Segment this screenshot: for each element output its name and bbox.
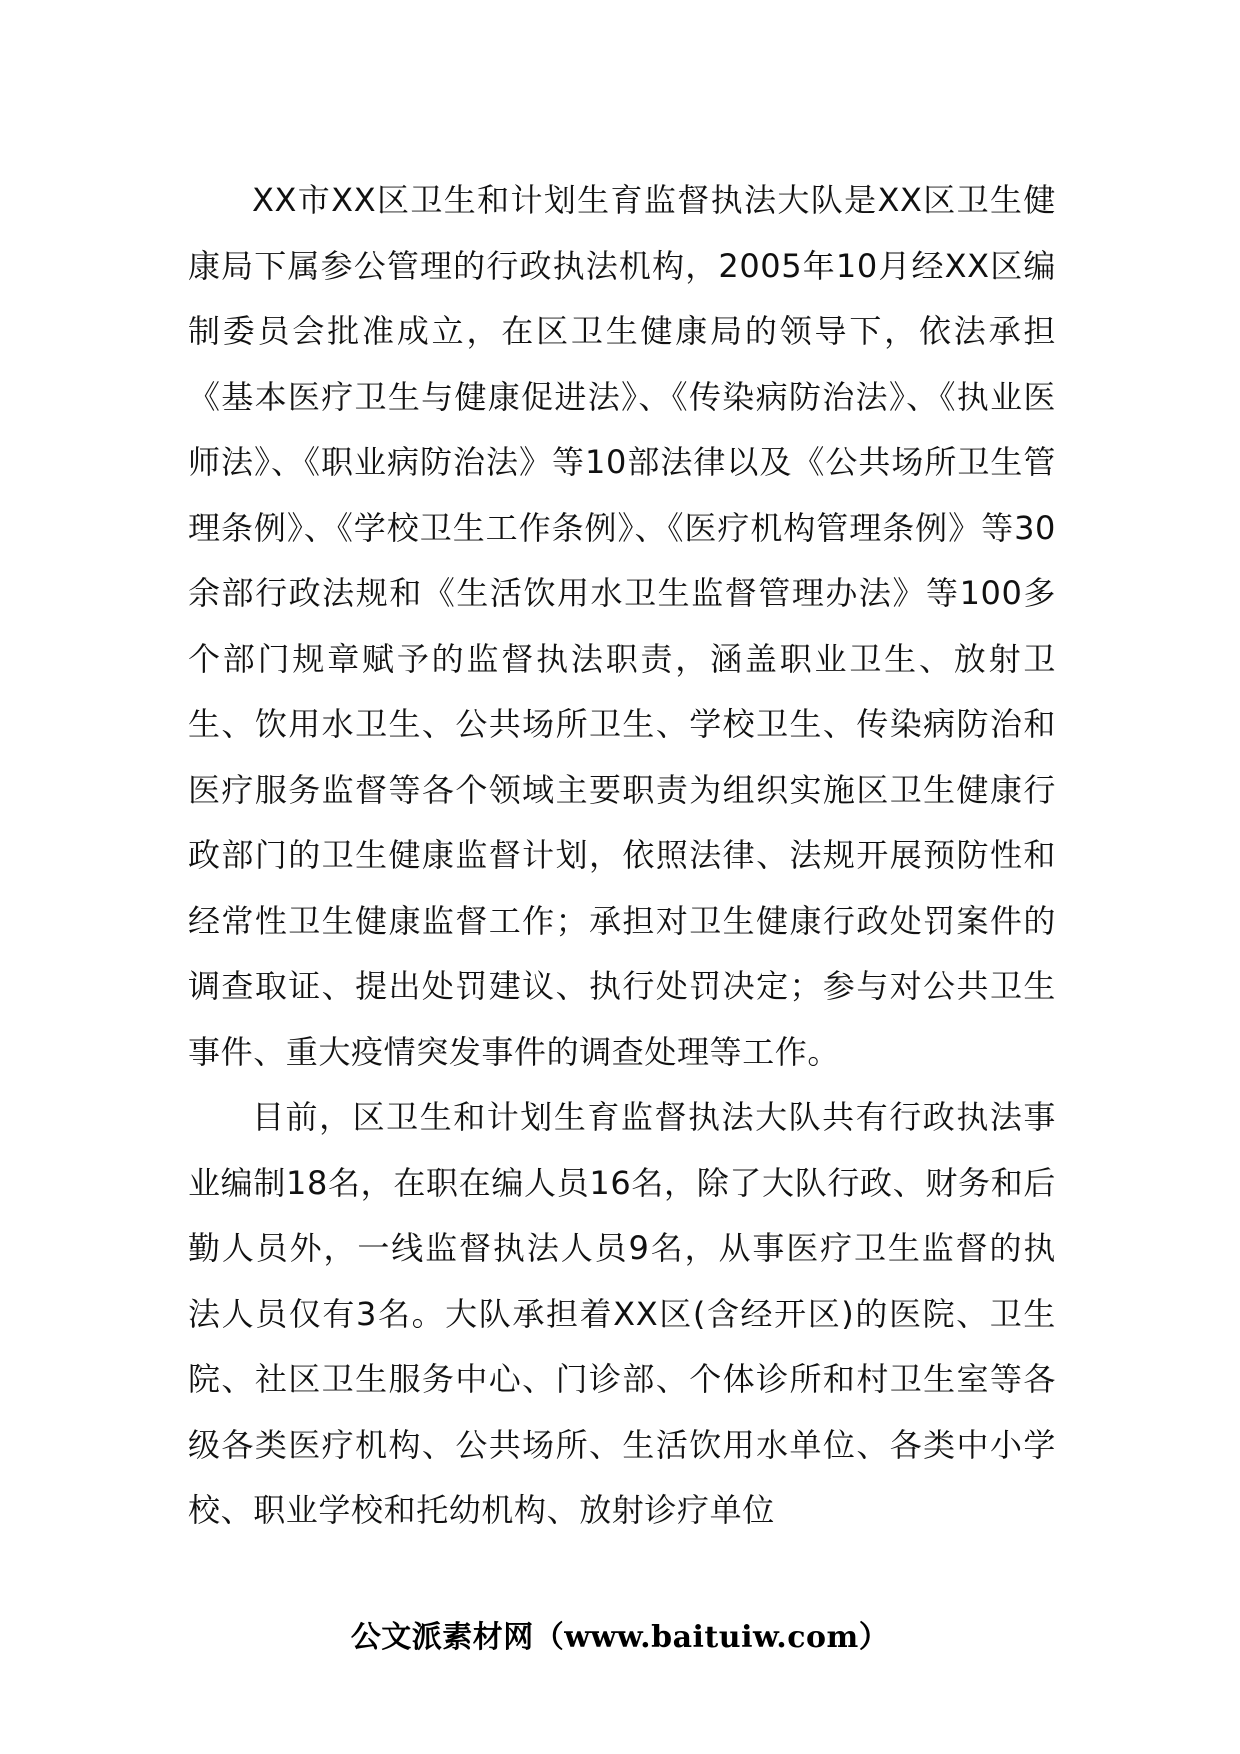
- footer-watermark: 公文派素材网（www.baituiw.com）: [350, 1620, 890, 1655]
- document-body: [188, 168, 1056, 1544]
- paragraph-2: 目前，区卫生和计划生育监督执法大队共有行政执法事业编制18名，在职在编人员16名，除了大队行政、财务和后勤人员外，一线监督执法人员9名，从事医疗卫生监督的执法人员仅有3名。大队承担着XX区(含经开区)的医院、卫生院、社区卫生服务中心、门诊部、个体诊所和村卫生室等各级各类医疗机构、公共场所、生活饮用水单位、各类中小学校、职业学校和托幼机构、放射诊疗单位: [188, 1098, 1056, 1529]
- paragraph-1: XX市XX区卫生和计划生育监督执法大队是XX区卫生健康局下属参公管理的行政执法机构，2005年10月经XX区编制委员会批准成立，在区卫生健康局的领导下，依法承担《基本医疗卫生与健康促进法》、《传染病防治法》、《执业医师法》、《职业病防治法》等10部法律以及《公共场所卫生管理条例》、《学校卫生工作条例》、《医疗机构管理条例》等30余部行政法规和《生活饮用水卫生监督管理办法》等100多个部门规章赋予的监督执法职责，涵盖职业卫生、放射卫生、饮用水卫生、公共场所卫生、学校卫生、传染病防治和医疗服务监督等各个领域主要职责为组织实施区卫生健康行政部门的卫生健康监督计划，依照法律、法规开展预防性和经常性卫生健康监督工作；承担对卫生健康行政处罚案件的调查取证、提出处罚建议、执行处罚决定；参与对公共卫生事件、重大疫情突发事件的调查处理等工作。: [188, 181, 1056, 1071]
